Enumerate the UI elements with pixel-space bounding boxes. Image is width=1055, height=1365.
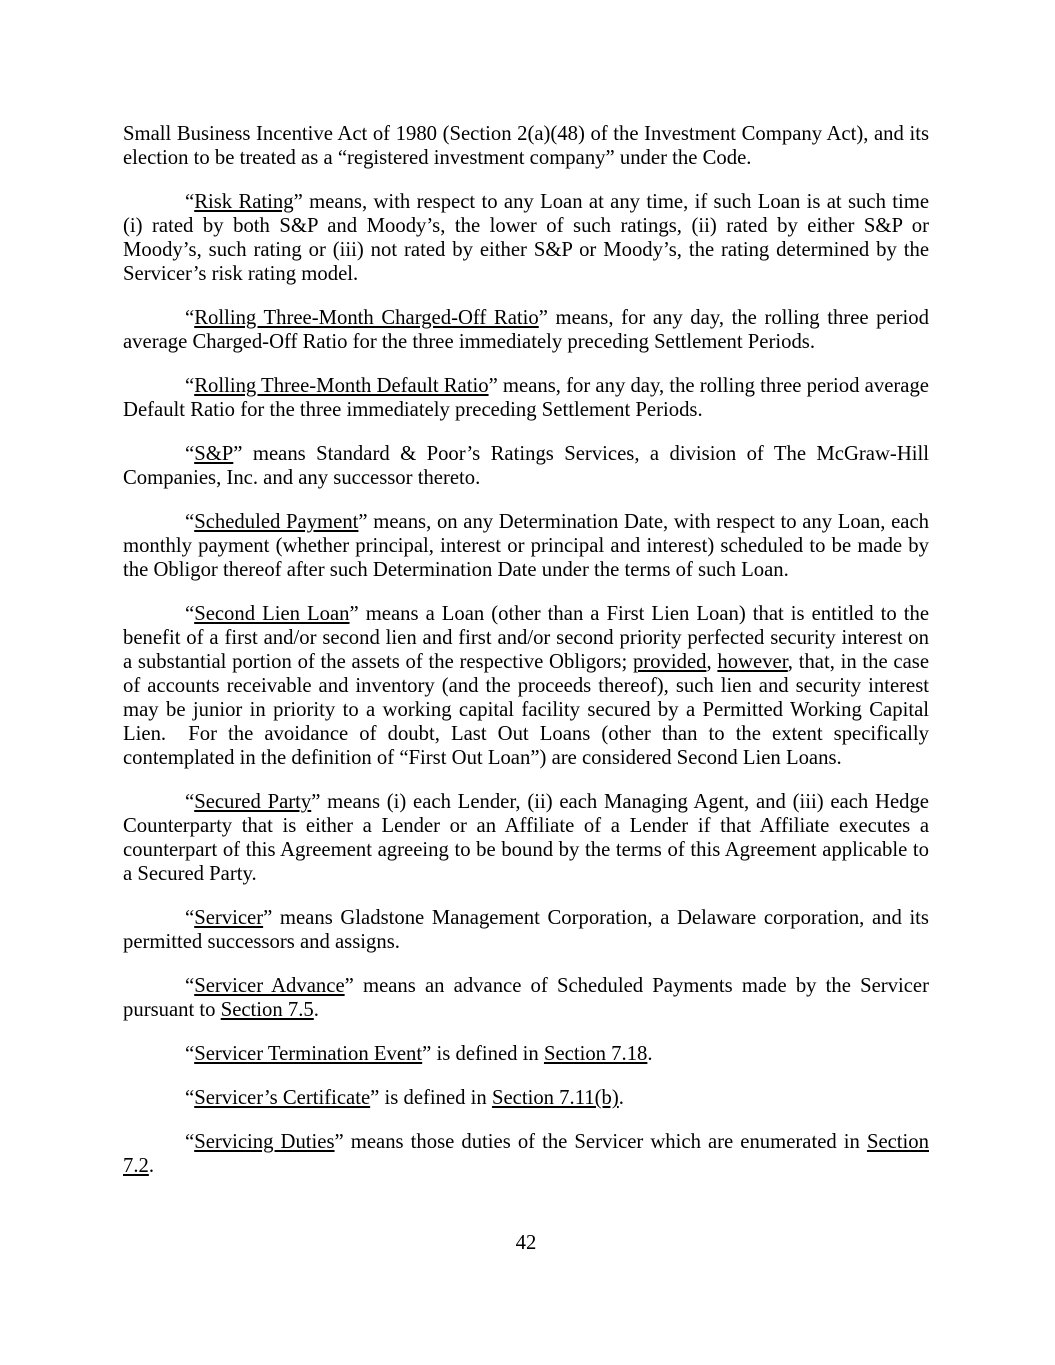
text-run: ” means an advance of Scheduled Payments made by the Servicer pursuant to <box>123 975 929 1021</box>
document-body <box>123 122 929 1198</box>
underlined-term: Scheduled Payment <box>194 511 359 533</box>
paragraph <box>123 122 929 170</box>
underlined-term: Section 7.2 <box>123 1131 929 1177</box>
text-run: “ <box>185 1087 195 1109</box>
underlined-term: Servicer <box>194 907 264 929</box>
text-run: , that, in the case of accounts receivable and inventory (and the proceeds thereof), such lien and security interest may be junior in priority to a working capital facility secured by a Permitted Working Capital Lien. For the avoidance of doubt, Last Out Loans (other than to the extent specifically contemplated in the definition of “First Out Loan”) are considered Second Lien Loans. <box>123 651 930 769</box>
text-run: Small Business Incentive Act of 1980 (Section 2(a)(48) of the Investment Company Act), and its election to be treated as a “registered investment company” under the Code. <box>123 123 929 169</box>
underlined-term: Risk Rating <box>194 191 294 213</box>
text-run: ” means, with respect to any Loan at any time, if such Loan is at such time (i) rated by both S&P and Moody’s, the lower of such ratings, (ii) rated by either S&P or Moody’s, such rating or (iii) not rated by either S&P or Moody’s, the rating determined by the Servicer’s risk rating model. <box>123 191 930 285</box>
text-run: “ <box>185 375 195 397</box>
text-run: ” means those duties of the Servicer which are enumerated in <box>334 1131 867 1153</box>
underlined-term: however <box>717 651 788 673</box>
text-run: “ <box>185 603 195 625</box>
text-run: ” means a Loan (other than a First Lien Loan) that is entitled to the benefit of a first and/or second lien and first and/or second priority perfected security interest on a substantial portion of the assets of the respective Obligors; <box>123 603 930 673</box>
underlined-term: S&P <box>194 443 234 465</box>
paragraph <box>123 1130 929 1178</box>
underlined-term: Secured Party <box>194 791 312 813</box>
paragraph <box>123 374 929 422</box>
text-run: “ <box>185 511 195 533</box>
underlined-term: Servicing Duties <box>194 1131 335 1153</box>
underlined-term: Rolling Three-Month Default Ratio <box>194 375 489 397</box>
text-run: “ <box>185 1131 195 1153</box>
underlined-term: Section 7.5 <box>220 999 314 1021</box>
text-run: ” means, for any day, the rolling three period average Default Ratio for the three immediately preceding Settlement Periods. <box>123 375 929 421</box>
text-run: . <box>148 1155 155 1177</box>
text-run: . <box>647 1043 653 1065</box>
text-run: ” means Gladstone Management Corporation, a Delaware corporation, and its permitted successors and assigns. <box>123 907 929 953</box>
text-run: “ <box>185 307 195 329</box>
page-number: 42 <box>515 1232 537 1254</box>
text-run: ” is defined in <box>370 1087 492 1109</box>
underlined-term: Second Lien Loan <box>194 603 350 625</box>
text-run: “ <box>185 191 195 213</box>
text-run: ” means, on any Determination Date, with respect to any Loan, each monthly payment (whether principal, interest or principal and interest) scheduled to be made by the Obligor thereof after such Determination Date under the terms of such Loan. <box>123 511 929 581</box>
paragraph <box>123 1042 929 1066</box>
paragraph <box>123 906 929 954</box>
underlined-term: Rolling Three-Month Charged-Off Ratio <box>194 307 539 329</box>
underlined-term: Servicer Advance <box>194 975 345 997</box>
text-run: . <box>618 1087 624 1109</box>
text-run: ” means (i) each Lender, (ii) each Managing Agent, and (iii) each Hedge Counterparty that is either a Lender or an Affiliate of a Lender if that Affiliate executes a counterpart of this Agreement agreeing to be bound by the terms of this Agreement applicable to a Secured Party. <box>123 791 929 885</box>
underlined-term: Section 7.18 <box>543 1043 648 1065</box>
underlined-term: Servicer Termination Event <box>194 1043 423 1065</box>
paragraph <box>123 974 929 1022</box>
text-run: “ <box>185 975 195 997</box>
paragraph <box>123 442 929 490</box>
paragraph <box>123 602 929 770</box>
text-run: “ <box>185 443 195 465</box>
text-run: ” means, for any day, the rolling three period average Charged-Off Ratio for the three immediately preceding Settlement Periods. <box>123 307 929 353</box>
text-run: , <box>706 651 718 673</box>
underlined-term: provided <box>632 651 707 673</box>
paragraph <box>123 790 929 886</box>
underlined-term: Section 7.11(b) <box>491 1087 619 1109</box>
paragraph <box>123 1086 929 1110</box>
text-run: . <box>313 999 319 1021</box>
text-run: “ <box>185 1043 195 1065</box>
paragraph <box>123 306 929 354</box>
underlined-term: Servicer’s Certificate <box>194 1087 371 1109</box>
text-run: ” is defined in <box>422 1043 544 1065</box>
paragraph <box>123 190 929 286</box>
paragraph <box>123 510 929 582</box>
text-run: “ <box>185 907 195 929</box>
text-run: ” means Standard & Poor’s Ratings Services, a division of The McGraw-Hill Companies, Inc. and any successor thereto. <box>123 443 929 489</box>
text-run: “ <box>185 791 195 813</box>
